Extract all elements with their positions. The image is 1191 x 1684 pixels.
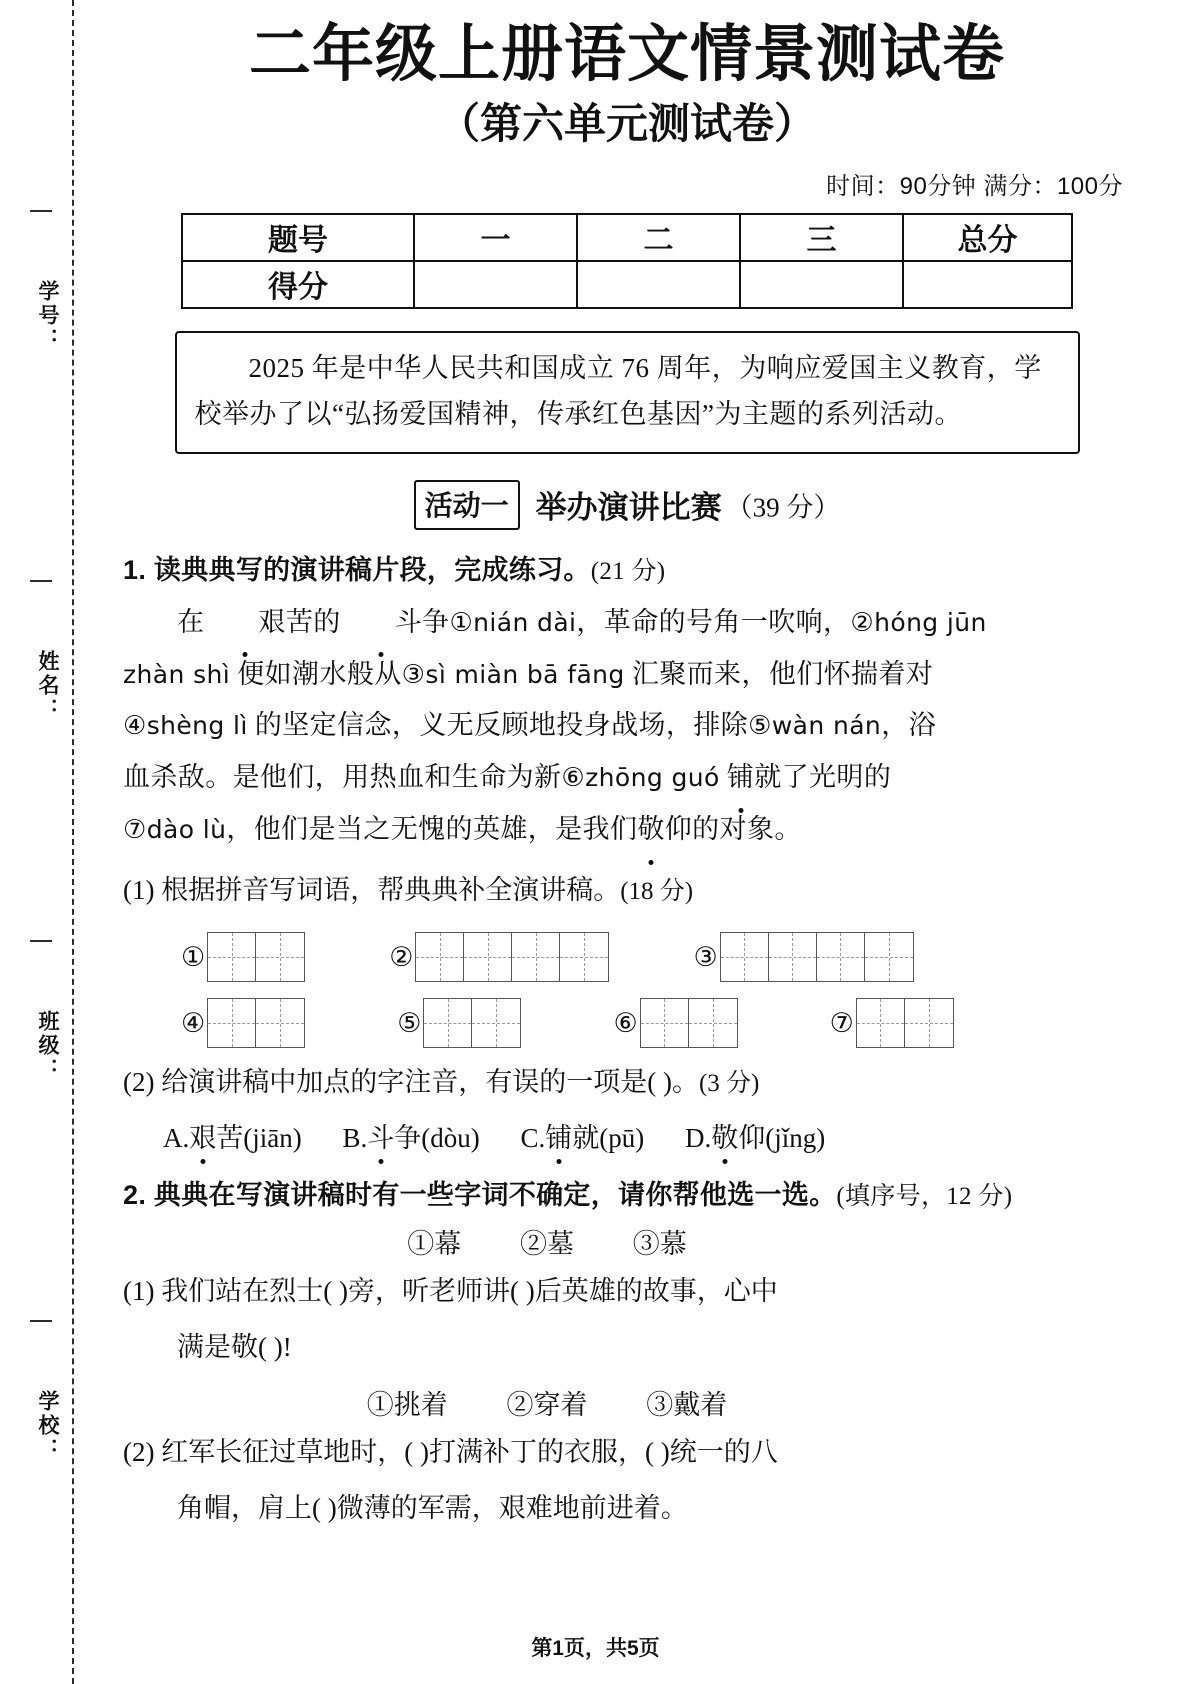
grid-cell[interactable] <box>464 933 512 981</box>
page-footer: 第1页，共5页 <box>531 1637 660 1660</box>
table-row <box>182 261 1072 308</box>
question-2-2-word-options <box>123 1383 1131 1422</box>
grid-cell[interactable] <box>865 933 913 981</box>
score-input-cell[interactable] <box>903 261 1072 308</box>
score-table <box>181 213 1073 309</box>
answer-grid-2 <box>389 932 609 982</box>
passage-line: 血杀敌。是他们，用热血和生命为新⑥zhōng guó 铺就了光明的 <box>123 752 1131 804</box>
passage-line: 在 艰苦的 斗争①nián dài，革命的号角一吹响，②hóng jūn <box>123 597 1131 649</box>
grid-cell[interactable] <box>208 933 256 981</box>
grid-cell[interactable] <box>689 999 737 1047</box>
tianzige-grid[interactable] <box>415 932 609 982</box>
exam-meta-info: 时间：90分钟 满分：100分 <box>826 172 1123 200</box>
question-1-text: 1. 读典典写的演讲稿片段，完成练习。 <box>123 554 591 585</box>
grid-cell[interactable] <box>416 933 464 981</box>
tianzige-grid[interactable] <box>423 998 521 1048</box>
option-a[interactable]: A.艰苦(jiān) <box>163 1116 302 1155</box>
grid-cell[interactable] <box>560 933 608 981</box>
question-1-2 <box>123 1058 1131 1108</box>
reading-passage <box>123 597 1131 857</box>
question-2-2-line-2: 角帽，肩上( )微薄的军需，艰难地前进着。 <box>177 1492 688 1523</box>
activity-score: （39 分） <box>725 492 841 523</box>
binding-label-school: 学校： <box>36 1390 59 1462</box>
question-2-1-word-options <box>123 1222 1131 1261</box>
grid-number: ④ <box>181 1007 206 1039</box>
score-table-label-score: 得分 <box>182 261 414 308</box>
word-option-1[interactable]: ①幕 <box>407 1229 462 1260</box>
binding-tick <box>30 1320 52 1322</box>
grid-cell[interactable] <box>721 933 769 981</box>
grid-number: ② <box>389 941 414 973</box>
question-2-text: 2. 典典在写演讲稿时有一些字词不确定，请你帮他选一选。 <box>123 1180 837 1211</box>
binding-label-name: 姓名： <box>36 650 59 722</box>
grid-cell[interactable] <box>769 933 817 981</box>
tianzige-grid[interactable] <box>856 998 954 1048</box>
word-option-2[interactable]: ②墓 <box>520 1229 574 1260</box>
grid-number: ⑤ <box>397 1007 422 1039</box>
binding-dashed-line <box>72 0 74 1684</box>
grid-cell[interactable] <box>472 999 520 1047</box>
paper-content <box>105 0 1191 1684</box>
page-subtitle: （第六单元测试卷） <box>437 100 816 148</box>
binding-tick <box>30 210 52 212</box>
tianzige-grid[interactable] <box>720 932 914 982</box>
tianzige-grid[interactable] <box>207 932 305 982</box>
question-1-2-points: (3 分) <box>698 1070 760 1098</box>
score-input-cell[interactable] <box>740 261 903 308</box>
grid-cell[interactable] <box>424 999 472 1047</box>
activity-name: 举办演讲比赛 <box>535 490 722 526</box>
word-option-3[interactable]: ③戴着 <box>646 1389 728 1420</box>
question-1-heading <box>123 548 1131 587</box>
answer-grid-3 <box>693 932 913 982</box>
grid-cell[interactable] <box>256 933 304 981</box>
option-d[interactable]: D.敬仰(jǐng) <box>685 1116 825 1155</box>
question-1-2-text: (2) 给演讲稿中加点的字注音，有误的一项是( )。 <box>123 1067 699 1098</box>
grid-cell[interactable] <box>256 999 304 1047</box>
tianzige-grid[interactable] <box>207 998 305 1048</box>
passage-line: ④shèng lì 的坚定信念，义无反顾地投身战场，排除⑤wàn nán，浴 <box>123 710 936 742</box>
question-1-points: (21 分) <box>590 557 666 585</box>
grid-cell[interactable] <box>641 999 689 1047</box>
grid-number: ⑦ <box>829 1007 854 1039</box>
answer-grid-1 <box>181 932 305 982</box>
grid-number: ① <box>181 941 206 973</box>
grid-number: ⑥ <box>613 1007 638 1039</box>
activity-tag: 活动一 <box>414 480 520 530</box>
question-2-1-line-1: (1) 我们站在烈士( )旁，听老师讲( )后英雄的故事，心中 <box>123 1276 778 1307</box>
score-table-header-cell: 总分 <box>903 214 1072 261</box>
binding-tick <box>30 940 52 942</box>
grid-cell[interactable] <box>817 933 865 981</box>
binding-tick <box>30 580 52 582</box>
answer-grid-row-2 <box>123 998 1131 1048</box>
passage-line: zhàn shì 便如潮水般从③sì miàn bā fāng 汇聚而来，他们怀揣着对 <box>123 658 934 690</box>
answer-grid-4 <box>181 998 305 1048</box>
score-table-header-cell: 题号 <box>182 214 414 261</box>
word-option-3[interactable]: ③慕 <box>632 1229 687 1260</box>
answer-grid-7 <box>830 998 954 1048</box>
question-2-points: (填序号，12 分) <box>836 1183 1013 1211</box>
grid-cell[interactable] <box>208 999 256 1047</box>
option-b[interactable]: B.斗争(dòu) <box>342 1116 479 1155</box>
intro-text: 2025 年是中华人民共和国成立 76 周年，为响应爱国主义教育，学校举办了以“弘扬爱国精神，传承红色基因”为主题的系列活动。 <box>194 352 1042 430</box>
answer-grid-6 <box>613 998 737 1048</box>
binding-label-student-id: 学号： <box>36 280 59 352</box>
score-table-header-cell: 三 <box>740 214 903 261</box>
tianzige-grid[interactable] <box>640 998 738 1048</box>
grid-cell[interactable] <box>905 999 953 1047</box>
question-2-heading <box>123 1173 1131 1212</box>
passage-line: ⑦dào lù，他们是当之无愧的英雄，是我们敬仰的对象。 <box>123 804 1131 856</box>
score-table-header-cell: 二 <box>577 214 740 261</box>
question-2-2-line-1: (2) 红军长征过草地时，( )打满补丁的衣服，( )统一的八 <box>123 1436 778 1467</box>
question-1-1-text: (1) 根据拼音写词语，帮典典补全演讲稿。 <box>123 875 621 906</box>
word-option-1[interactable]: ①挑着 <box>366 1389 448 1420</box>
binding-margin <box>0 0 105 1684</box>
page-title: 二年级上册语文情景测试卷 <box>248 20 1005 89</box>
table-row <box>182 214 1072 261</box>
grid-cell[interactable] <box>857 999 905 1047</box>
question-1-1-points: (18 分) <box>620 878 694 906</box>
option-c[interactable]: C.铺就(pū) <box>520 1116 644 1155</box>
answer-grid-row-1 <box>123 932 1131 982</box>
answer-grid-5 <box>397 998 521 1048</box>
activity-header <box>123 480 1131 530</box>
intro-context-box <box>175 331 1080 454</box>
question-1-1 <box>123 866 1131 916</box>
score-input-cell[interactable] <box>577 261 740 308</box>
score-input-cell[interactable] <box>414 261 577 308</box>
binding-label-class: 班级： <box>36 1010 59 1082</box>
word-option-2[interactable]: ②穿着 <box>506 1389 588 1420</box>
score-table-header-cell: 一 <box>414 214 577 261</box>
grid-number: ③ <box>693 941 718 973</box>
question-1-2-options <box>123 1116 1131 1155</box>
question-2-1-line-2: 满是敬( )! <box>177 1331 292 1362</box>
grid-cell[interactable] <box>512 933 560 981</box>
